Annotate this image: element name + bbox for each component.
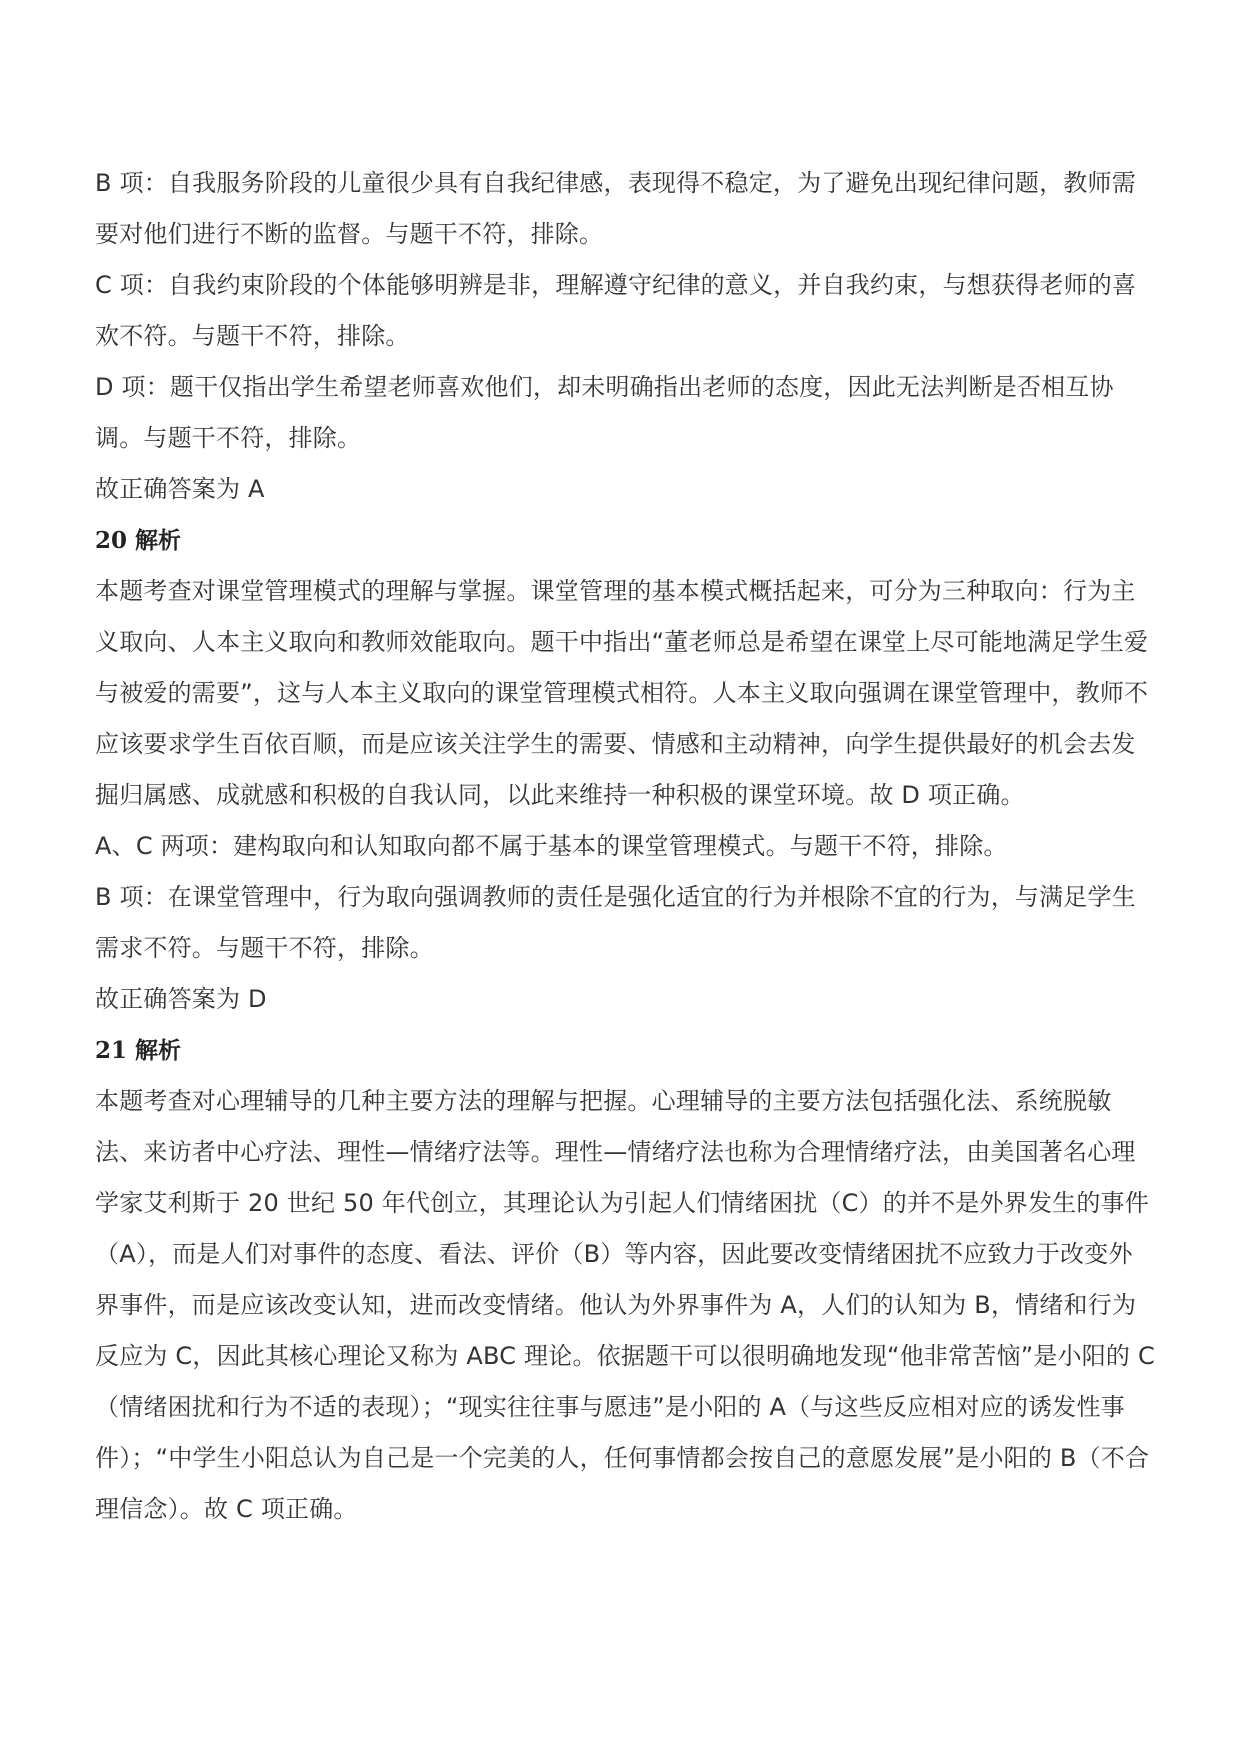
q19-option-d-explanation: D 项：题干仅指出学生希望老师喜欢他们，却未明确指出老师的态度，因此无法判断是否相互协调。与题干不符，排除。 [95, 373, 1114, 452]
q20-option-b-explanation: B 项：在课堂管理中，行为取向强调教师的责任是强化适宜的行为并根除不宜的行为，与满足学生需求不符。与题干不符，排除。 [95, 883, 1136, 962]
q21-body: 本题考查对心理辅导的几种主要方法的理解与把握。心理辅导的主要方法包括强化法、系统脱敏法、来访者中心疗法、理性—情绪疗法等。理性—情绪疗法也称为合理情绪疗法，由美国著名心理学家艾利斯于 20 世纪 50 年代创立，其理论认为引起人们情绪困扰（C）的并不是外界发生的事件（A），而是人们对事件的态度、看法、评价（B）等内容，因此要改变情绪困扰不应致力于改变外界事件，而是应该改变认知，进而改变情绪。他认为外界事件为 A，人们的认知为 B，情绪和行为反应为 C，因此其核心理论又称为 ABC 理论。依据题干可以很明确地发现“他非常苦恼”是小阳的 C（情绪困扰和行为不适的表现）；“现实往往事与愿违”是小阳的 A（与这些反应相对应的诱发性事件）；“中学生小阳总认为自己是一个完美的人，任何事情都会按自己的意愿发展”是小阳的 B（不合理信念）。故 C 项正确。 [95, 1087, 1155, 1523]
q21-heading: 21 解析 [95, 1037, 182, 1064]
document-page [95, 158, 1155, 1535]
q20-option-ac-explanation: A、C 两项：建构取向和认知取向都不属于基本的课堂管理模式。与题干不符，排除。 [95, 832, 1008, 860]
q20-heading: 20 解析 [95, 527, 182, 554]
q19-answer: 故正确答案为 A [95, 475, 265, 503]
q20-body: 本题考查对课堂管理模式的理解与掌握。课堂管理的基本模式概括起来，可分为三种取向：行为主义取向、人本主义取向和教师效能取向。题干中指出“董老师总是希望在课堂上尽可能地满足学生爱与被爱的需要”，这与人本主义取向的课堂管理模式相符。人本主义取向强调在课堂管理中，教师不应该要求学生百依百顺，而是应该关注学生的需要、情感和主动精神，向学生提供最好的机会去发掘归属感、成就感和积极的自我认同，以此来维持一种积极的课堂环境。故 D 项正确。 [95, 577, 1149, 809]
q19-option-c-explanation: C 项：自我约束阶段的个体能够明辨是非，理解遵守纪律的意义，并自我约束，与想获得老师的喜欢不符。与题干不符，排除。 [95, 271, 1137, 350]
q20-answer: 故正确答案为 D [95, 985, 267, 1013]
q19-option-b-explanation: B 项：自我服务阶段的儿童很少具有自我纪律感，表现得不稳定，为了避免出现纪律问题，教师需要对他们进行不断的监督。与题干不符，排除。 [95, 169, 1136, 248]
